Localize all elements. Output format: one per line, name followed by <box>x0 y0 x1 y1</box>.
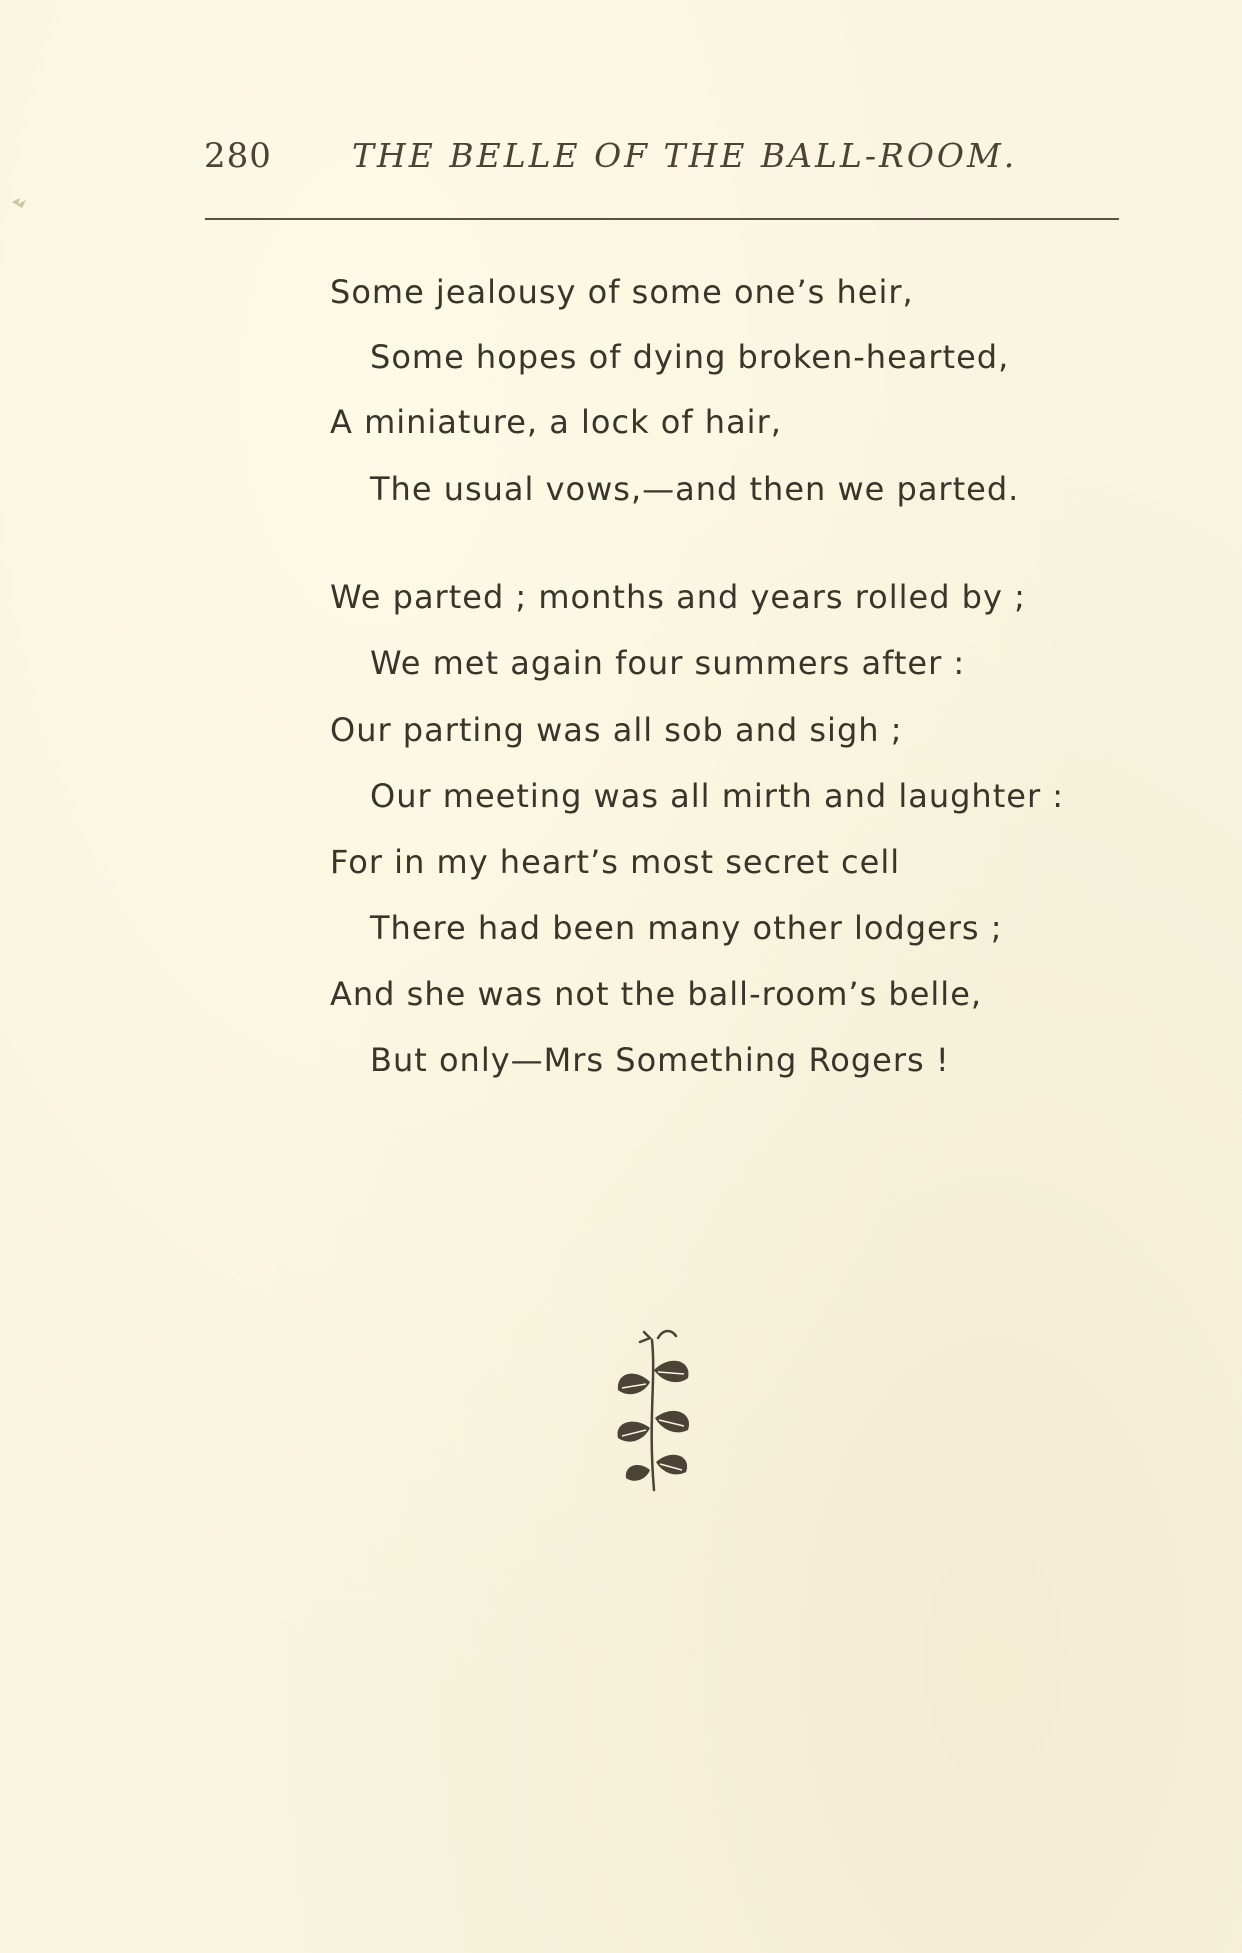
verse-line: Some jealousy of some one’s heir, <box>330 273 914 311</box>
verse-line: But only—Mrs Something Rogers ! <box>370 1041 950 1079</box>
verse-line: Our parting was all sob and sigh ; <box>330 711 903 749</box>
corner-speck-icon <box>10 190 32 212</box>
verse-line: A miniature, a lock of hair, <box>330 403 782 441</box>
verse-line: The usual vows,—and then we parted. <box>370 470 1020 508</box>
verse-line: We parted ; months and years rolled by ; <box>330 578 1026 616</box>
page-number: 280 <box>204 136 272 176</box>
verse-line: There had been many other lodgers ; <box>370 909 1003 947</box>
verse-line: We met again four summers after : <box>370 644 966 682</box>
verse-line: And she was not the ball-room’s belle, <box>330 975 983 1013</box>
floral-sprig-ornament-icon <box>600 1320 710 1500</box>
verse-line: For in my heart’s most secret cell <box>330 843 901 881</box>
header-rule <box>205 218 1119 220</box>
verse-line: Some hopes of dying broken-hearted, <box>370 338 1010 376</box>
running-head-title: THE BELLE OF THE BALL-ROOM. <box>352 136 1018 175</box>
verse-line: Our meeting was all mirth and laughter : <box>370 777 1065 815</box>
